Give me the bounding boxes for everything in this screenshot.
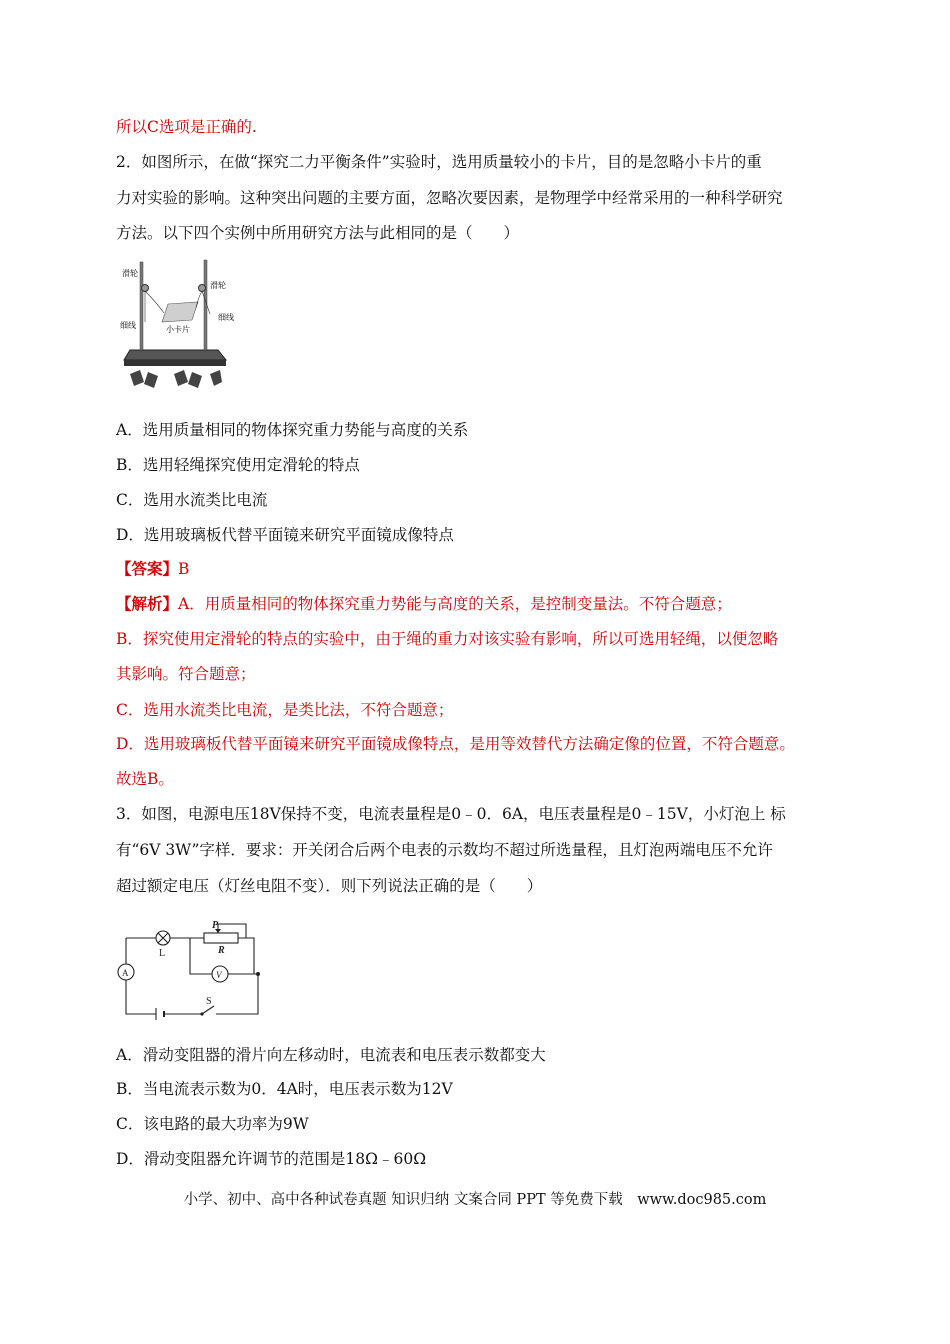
right-post (204, 260, 207, 350)
q2-option-a: A．选用质量相同的物体探究重力势能与高度的关系 (116, 421, 469, 439)
left-string (145, 291, 164, 313)
label-pulley-left: 滑轮 (122, 269, 138, 278)
q2-option-b: B．选用轻绳探究使用定滑轮的特点 (116, 456, 360, 474)
q2-stem-line-2: 力对实验的影响。这种突出问题的主要方面，忽略次要因素，是物理学中经常采用的一种科学研究 (116, 189, 783, 207)
answer-tag: 【答案】 (116, 559, 179, 578)
label-R: R (218, 945, 225, 956)
q2-balance-apparatus-figure (118, 258, 236, 392)
q3-option-c: C．该电路的最大功率为9W (116, 1115, 309, 1133)
q3-stem-line-1: 3．如图，电源电压18V保持不变，电流表量程是0﹣0．6A，电压表量程是0﹣15V，小灯泡上 标 (116, 805, 786, 823)
left-pulley-icon (142, 285, 149, 292)
label-string-left: 细线 (120, 321, 136, 330)
q3-option-d: D．滑动变阻器允许调节的范围是18Ω﹣60Ω (116, 1150, 427, 1168)
right-pulley-icon (199, 285, 206, 292)
label-string-right: 细线 (218, 313, 234, 322)
analysis-tag: 【解析】 (116, 594, 179, 613)
q2-analysis-line-2: B．探究使用定滑轮的特点的实验中，由于绳的重力对该实验有影响，所以可选用轻绳，以便忽略 (116, 630, 779, 648)
rheostat-icon (204, 933, 238, 943)
page-footer: 小学、初中、高中各种试卷真题 知识归纳 文案合同 PPT 等免费下载 www.doc985.com (183, 1192, 767, 1208)
small-card (162, 302, 198, 322)
q2-stem-line-1: 2．如图所示，在做“探究二力平衡条件”实验时，选用质量较小的卡片，目的是忽略小卡片的重 (116, 153, 762, 171)
label-A: A (122, 968, 129, 978)
switch-blade (202, 1006, 214, 1014)
left-post (140, 262, 143, 350)
q3-circuit-diagram (114, 918, 266, 1022)
wire-switch-right (216, 974, 258, 1014)
wire-left-lower (126, 980, 156, 1014)
weights-group (130, 370, 222, 388)
q2-option-d: D．选用玻璃板代替平面镜来研究平面镜成像特点 (116, 526, 454, 544)
q2-analysis-line-3: 其影响。符合题意； (116, 665, 256, 683)
q2-analysis-line-6: 故选B。 (116, 770, 174, 788)
weight-1 (130, 370, 144, 386)
q3-stem-line-3: 超过额定电压（灯丝电阻不变）．则下列说法正确的是（ ） (116, 877, 543, 895)
q2-answer (116, 558, 189, 580)
previous-answer-conclusion: 所以C选项是正确的. (116, 118, 257, 136)
q2-analysis-line-1 (116, 593, 732, 615)
q2-stem-line-3: 方法。以下四个实例中所用研究方法与此相同的是（ ） (116, 224, 520, 242)
weight-2 (144, 372, 158, 388)
label-S: S (206, 996, 212, 1007)
q3-option-b: B．当电流表示数为0．4A时，电压表示数为12V (116, 1080, 453, 1098)
base-board (124, 350, 226, 360)
q2-analysis-line-5: D．选用玻璃板代替平面镜来研究平面镜成像特点，是用等效替代方法确定像的位置，不符合题意。 (116, 735, 795, 753)
circuit-svg (114, 918, 266, 1022)
weight-4 (188, 372, 202, 388)
base-front (124, 360, 226, 366)
label-card: 小卡片 (166, 325, 190, 334)
wire-rheostat-right (238, 938, 254, 974)
q2-analysis-line-4: C．选用水流类比电流，是类比法，不符合题意； (116, 701, 454, 719)
answer-value: B (178, 560, 190, 578)
label-P: P (212, 920, 219, 931)
switch-pivot (200, 1012, 203, 1015)
weight-5 (210, 370, 222, 386)
label-L: L (159, 948, 166, 959)
weight-3 (174, 370, 188, 386)
analysis-first: A．用质量相同的物体探究重力势能与高度的关系，是控制变量法。不符合题意； (178, 595, 732, 613)
junction-dot (256, 972, 260, 976)
balance-apparatus-svg (118, 258, 236, 392)
label-V: V (216, 970, 222, 980)
q3-stem-line-2: 有“6V 3W”字样．要求：开关闭合后两个电表的示数均不超过所选量程，且灯泡两端电压不允许 (116, 841, 773, 859)
q3-option-a: A．滑动变阻器的滑片向左移动时，电流表和电压表示数都变大 (116, 1046, 546, 1064)
lamp-cross (158, 933, 168, 943)
label-pulley-right: 滑轮 (210, 281, 226, 290)
q2-option-c: C．选用水流类比电流 (116, 491, 268, 509)
